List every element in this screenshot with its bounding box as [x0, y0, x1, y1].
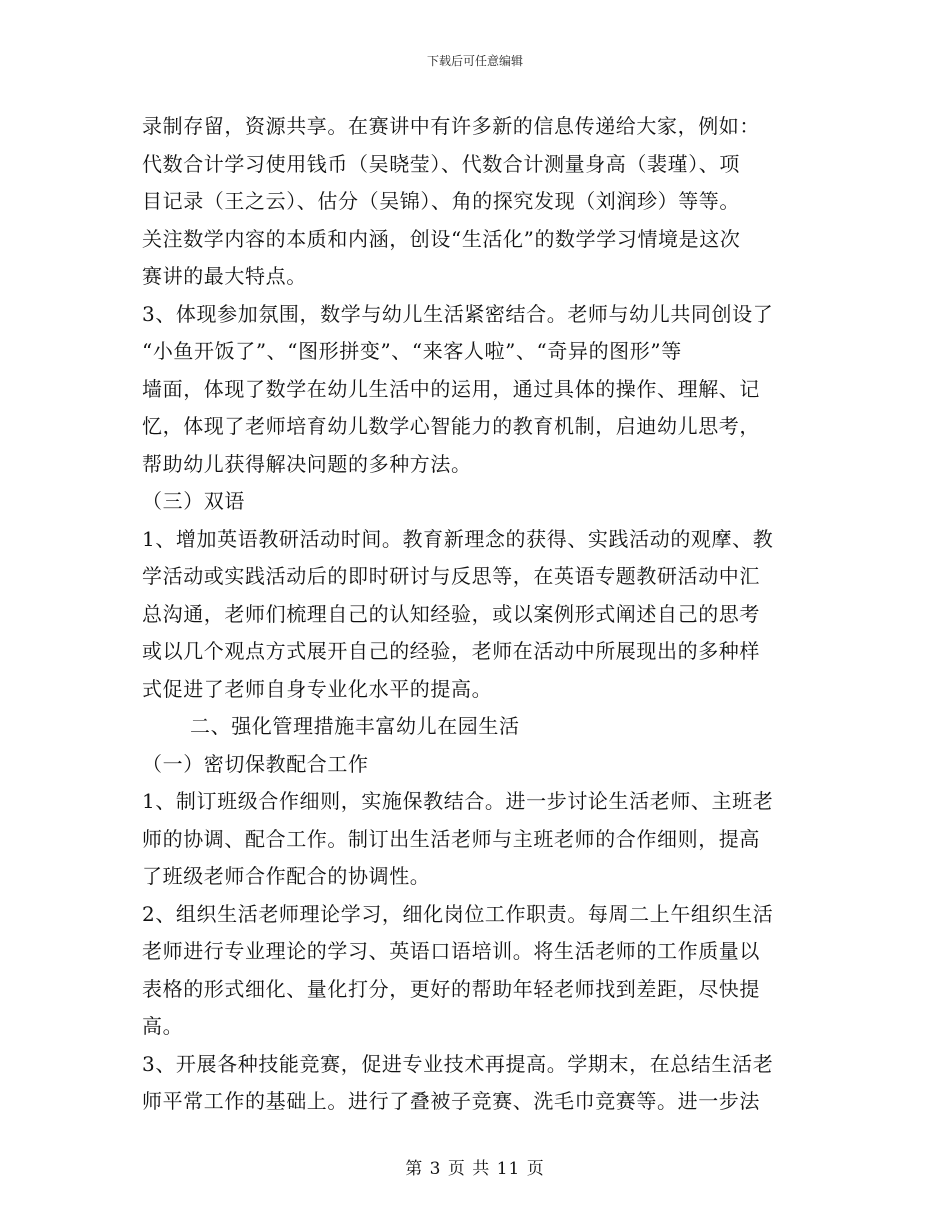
text-line: 学活动或实践活动后的即时研讨与反思等，在英语专题教研活动中汇: [142, 564, 760, 588]
text-line: 高。: [142, 1014, 184, 1038]
document-body: [142, 108, 822, 1121]
text-line: 3、体现参加氛围，数学与幼儿生活紧密结合。老师与幼儿共同创设了: [142, 301, 774, 326]
text-line: 了班级老师合作配合的协调性。: [142, 864, 431, 888]
chapter-heading: 二、强化管理措施丰富幼儿在园生活: [190, 714, 520, 738]
text-line: 1、制订班级合作细则，实施保教结合。进一步讨论生活老师、主班老: [142, 789, 774, 813]
text-line: 3、开展各种技能竞赛，促进专业技术再提高。学期末，在总结生活老: [142, 1051, 774, 1076]
text-line: 墙面，体现了数学在幼儿生活中的运用，通过具体的操作、理解、记: [142, 376, 760, 401]
text-line: 2、组织生活老师理论学习，细化岗位工作职责。每周二上午组织生活: [142, 901, 774, 926]
text-line: 1、增加英语教研活动时间。教育新理念的获得、实践活动的观摩、教: [142, 526, 774, 551]
section-heading: （三）双语: [142, 489, 245, 513]
text-line: 总沟通，老师们梳理自己的认知经验，或以案例形式阐述自己的思考: [142, 601, 760, 626]
page-number-footer: 第 3 页 共 11 页: [405, 1159, 545, 1179]
page-header-note: 下载后可任意编辑: [426, 54, 523, 68]
text-line: 老师进行专业理论的学习、英语口语培训。将生活老师的工作质量以: [142, 939, 760, 963]
text-line: 帮助幼儿获得解决问题的多种方法。: [142, 451, 472, 476]
text-line: 或以几个观点方式展开自己的经验，老师在活动中所展现出的多种样: [142, 639, 760, 663]
text-line: 忆，体现了老师培育幼儿数学心智能力的教育机制，启迪幼儿思考，: [142, 414, 760, 438]
text-line: 式促进了老师自身专业化水平的提高。: [142, 676, 493, 701]
text-line: 代数合计学习使用钱币（吴晓莹）、代数合计测量身高（裴瑾）、项: [142, 151, 740, 176]
text-line: 表格的形式细化、量化打分，更好的帮助年轻老师找到差距，尽快提: [142, 976, 760, 1001]
text-line: 赛讲的最大特点。: [142, 264, 307, 288]
text-line: 师的协调、配合工作。制订出生活老师与主班老师的合作细则，提高: [142, 826, 760, 851]
text-line: 师平常工作的基础上。进行了叠被子竞赛、洗毛巾竞赛等。进一步法: [142, 1089, 760, 1113]
text-line: 关注数学内容的本质和内涵，创设“生活化”的数学学习情境是这次: [142, 226, 741, 251]
text-line: 录制存留，资源共享。在赛讲中有许多新的信息传递给大家，例如：: [142, 114, 760, 138]
text-line: “小鱼开饭了”、“图形拼变”、“来客人啦”、“奇异的图形”等: [142, 339, 682, 363]
section-heading: （一）密切保教配合工作: [142, 751, 369, 776]
text-line: 目记录（王之云）、估分（吴锦）、角的探究发现（刘润珍）等等。: [142, 189, 740, 213]
